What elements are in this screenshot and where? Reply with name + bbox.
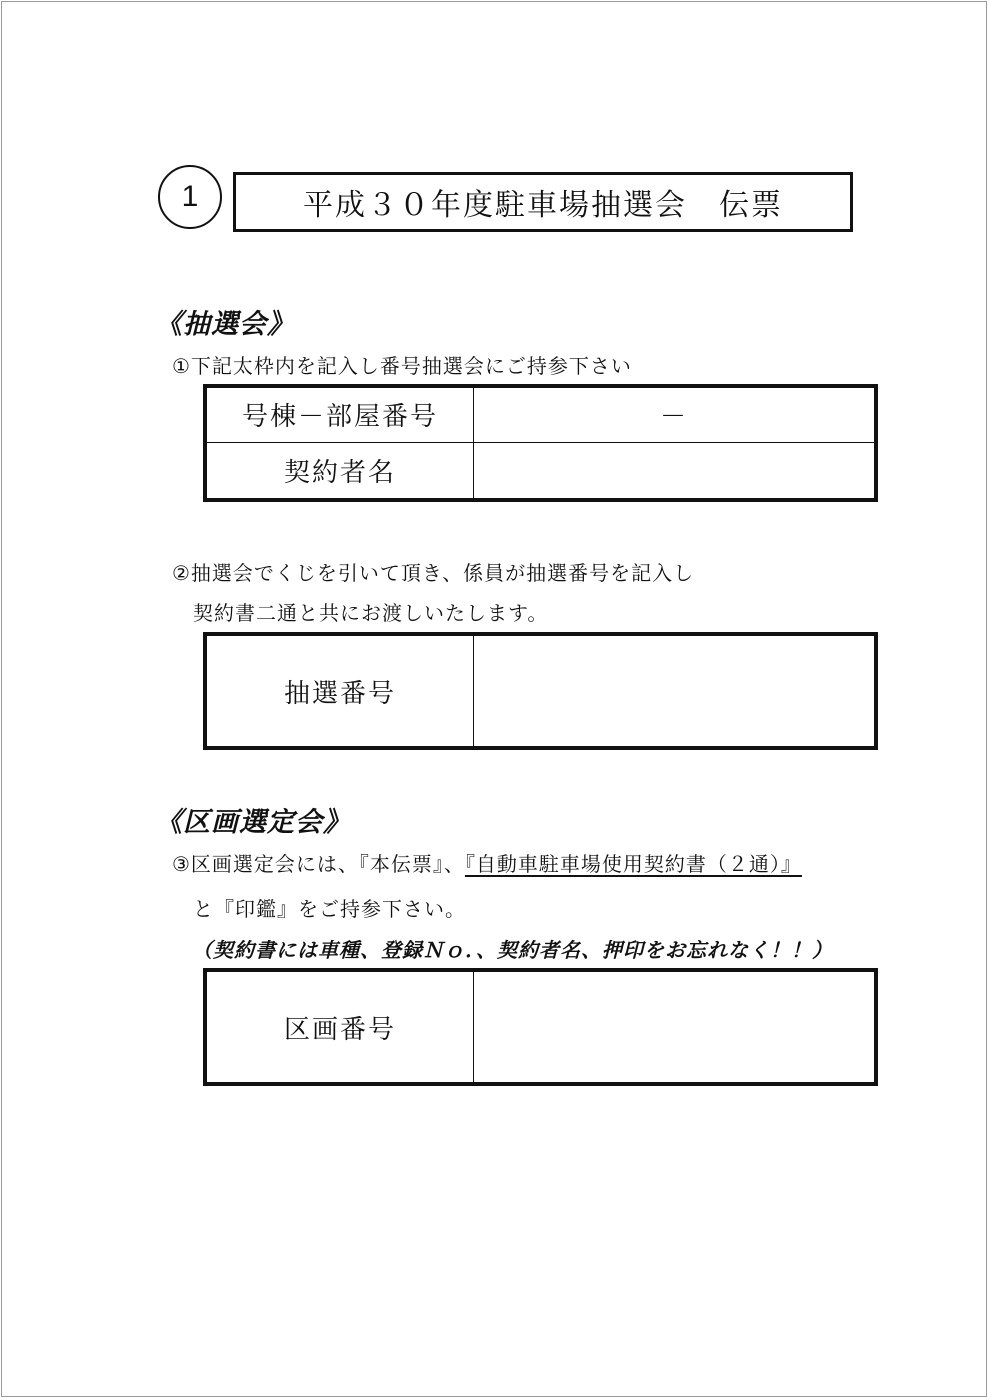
lottery-number-table	[203, 632, 878, 750]
form-number: 1	[181, 180, 199, 213]
form-title-box	[233, 172, 853, 232]
lottery-heading: 《抽選会》	[155, 309, 295, 340]
selection-instruction-line2: と『印鑑』をご持参下さい。	[193, 897, 466, 921]
selection-heading: 《区画選定会》	[155, 807, 351, 838]
lottery-instruction-2-line2: 契約書二通と共にお渡しいたします。	[193, 601, 549, 625]
contractor-name-label: 契約者名	[205, 442, 474, 500]
selection-note: （契約書には車種、登録Ｎｏ．、契約者名、押印をお忘れなく！！）	[192, 938, 833, 962]
lottery-instruction-2-line1: ②抽選会でくじを引いて頂き、係員が抽選番号を記入し	[172, 561, 695, 585]
table-row	[205, 970, 876, 1084]
lottery-entry-table	[203, 384, 878, 502]
lottery-number-field[interactable]	[474, 634, 877, 748]
lottery-number-label: 抽選番号	[205, 634, 474, 748]
table-row	[205, 634, 876, 748]
contractor-name-field[interactable]	[474, 442, 877, 500]
lottery-instruction: ①下記太枠内を記入し番号抽選会にご持参下さい	[172, 354, 632, 378]
selection-contract-document: 『自動車駐車場使用契約書（２通）』	[464, 852, 802, 876]
room-number-field[interactable]: －	[474, 386, 877, 442]
form-number-badge	[158, 165, 222, 229]
section-number-field[interactable]	[474, 970, 877, 1084]
room-number-label: 号棟－部屋番号	[205, 386, 474, 442]
selection-instruction-prefix: ③区画選定会には、『本伝票』、	[172, 852, 465, 876]
form-title: 平成３０年度駐車場抽選会 伝票	[303, 188, 783, 223]
selection-instruction-line1	[172, 848, 802, 877]
table-row	[205, 442, 876, 500]
table-row	[205, 386, 876, 442]
section-number-table	[203, 968, 878, 1086]
section-number-label: 区画番号	[205, 970, 474, 1084]
